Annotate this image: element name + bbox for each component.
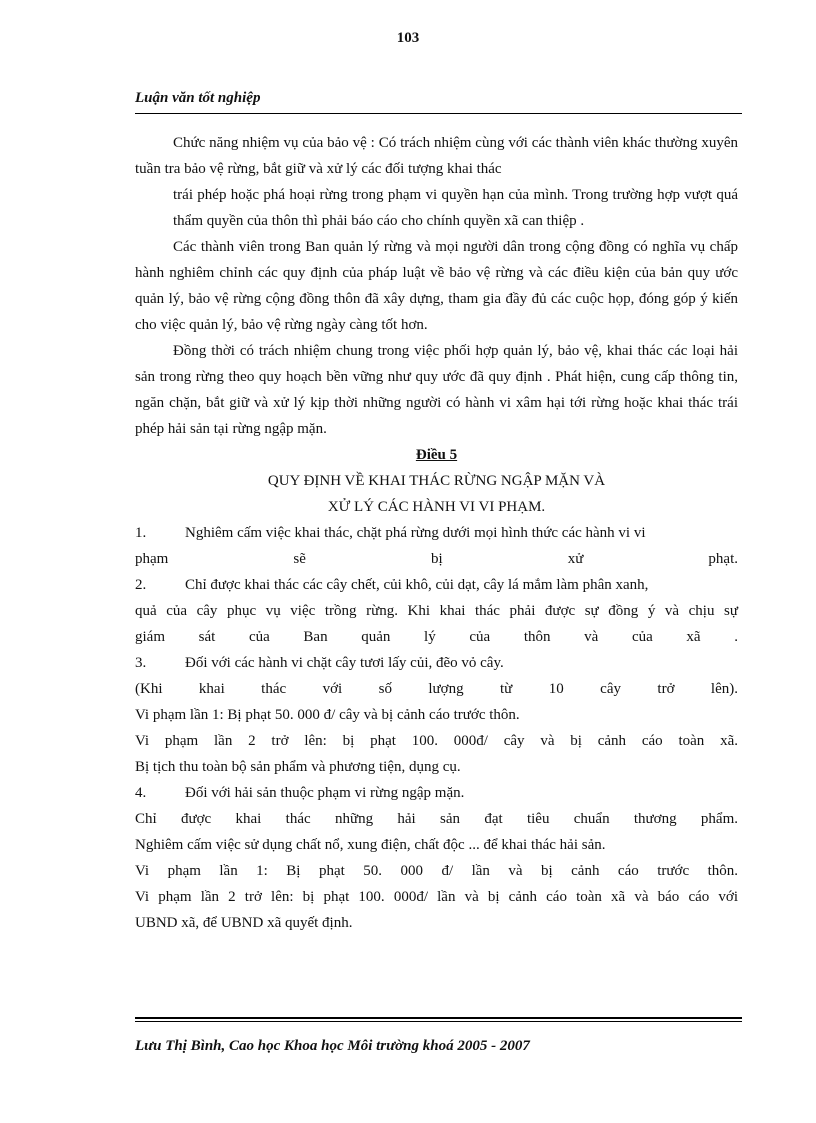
item3-line: (Khi khai thác với số lượng từ 10 cây trở lên). [135,681,738,697]
list-item-2 [135,572,738,598]
page-number: 103 [396,30,420,46]
article-heading-1: QUY ĐỊNH VỀ KHAI THÁC RỪNG NGẬP MẶN VÀ [267,473,606,489]
item4-line: Nghiêm cấm việc sử dụng chất nổ, xung điện, chất độc ... để khai thác hải sản. [135,837,606,853]
article-heading-2: XỬ LÝ CÁC HÀNH VI VI PHẠM. [327,499,546,515]
list-item-3 [135,650,738,676]
header-rule [135,113,742,114]
list-item-number: 4. [135,785,147,801]
paragraph-2: Các thành viên trong Ban quản lý rừng và mọi người dân trong cộng đồng có nghĩa vụ chấp hành nghiêm chỉnh các quy định của pháp luật về bảo vệ rừng và các điều kiện của bản quy ước quản lý, bảo vệ rừng cộng đồng thôn đã xây dựng, tham gia đầy đủ các cuộc họp, đóng góp ý kiến cho việc quản lý, bảo vệ rừng ngày càng tốt hơn. [135,239,738,333]
list-item-4 [135,780,738,806]
footer-rule-thin [135,1021,742,1022]
running-header: Luận văn tốt nghiệp [135,90,261,106]
list-item-2-cont: quả của cây phục vụ việc trồng rừng. Khi khai thác phải được sự đồng ý và chịu sự [135,603,738,619]
list-item-1 [135,520,738,546]
list-item-1-cont: phạm sẽ bị xử phạt. [135,551,738,567]
list-item-number: 2. [135,577,147,593]
paragraph-1: Chức năng nhiệm vụ của bảo vệ : Có trách nhiệm cùng với các thành viên khác thường xuyên tuần tra bảo vệ rừng, bắt giữ và xử lý các đối tượng khai thác [135,135,738,177]
article-title: Điều 5 [415,447,458,463]
list-item-number: 3. [135,655,147,671]
item4-line: Chỉ được khai thác những hải sản đạt tiêu chuẩn thương phẩm. [135,811,738,827]
list-item-text: Nghiêm cấm việc khai thác, chặt phá rừng dưới mọi hình thức các hành vi vi [185,525,646,541]
item3-line: Bị tịch thu toàn bộ sản phẩm và phương tiện, dụng cụ. [135,759,461,775]
item3-line: Vi phạm lần 2 trở lên: bị phạt 100. 000đ/ cây và bị cảnh cáo toàn xã. [135,733,738,749]
paragraph-3: Đồng thời có trách nhiệm chung trong việc phối hợp quản lý, bảo vệ, khai thác các loại hải sản trong rừng theo quy hoạch bền vững như quy ước đã quy định . Phát hiện, cung cấp thông tin, ngăn chặn, bắt giữ và xử lý kịp thời những người có hành vi xâm hại tới rừng hoặc khai thác trái phép hải sản tại rừng ngập mặn. [135,343,738,437]
footer-rule [135,1017,742,1019]
item4-line: UBND xã, để UBND xã quyết định. [135,915,353,931]
item4-line: Vi phạm lần 2 trở lên: bị phạt 100. 000đ/ lần và bị cảnh cáo toàn xã và báo cáo với [135,889,738,905]
list-item-number: 1. [135,525,147,541]
document-body [135,130,738,936]
paragraph-1-cont: trái phép hoặc phá hoại rừng trong phạm vi quyền hạn của mình. Trong trường hợp vượt quá thẩm quyền của thôn thì phải báo cáo cho chính quyền xã can thiệp . [173,187,738,229]
running-footer: Lưu Thị Bình, Cao học Khoa học Môi trường khoá 2005 - 2007 [135,1038,530,1054]
list-item-text: Chỉ được khai thác các cây chết, củi khô, củi dạt, cây lá mắm làm phân xanh, [185,577,649,593]
list-item-text: Đối với hải sản thuộc phạm vi rừng ngập mặn. [185,785,465,801]
item3-line: Vi phạm lần 1: Bị phạt 50. 000 đ/ cây và bị cảnh cáo trước thôn. [135,707,520,723]
list-item-2-cont2: giám sát của Ban quản lý của thôn và của xã . [135,629,738,645]
list-item-text: Đối với các hành vi chặt cây tươi lấy củi, đẽo vỏ cây. [185,655,504,671]
item4-line: Vi phạm lần 1: Bị phạt 50. 000 đ/ lần và bị cảnh cáo trước thôn. [135,863,738,879]
